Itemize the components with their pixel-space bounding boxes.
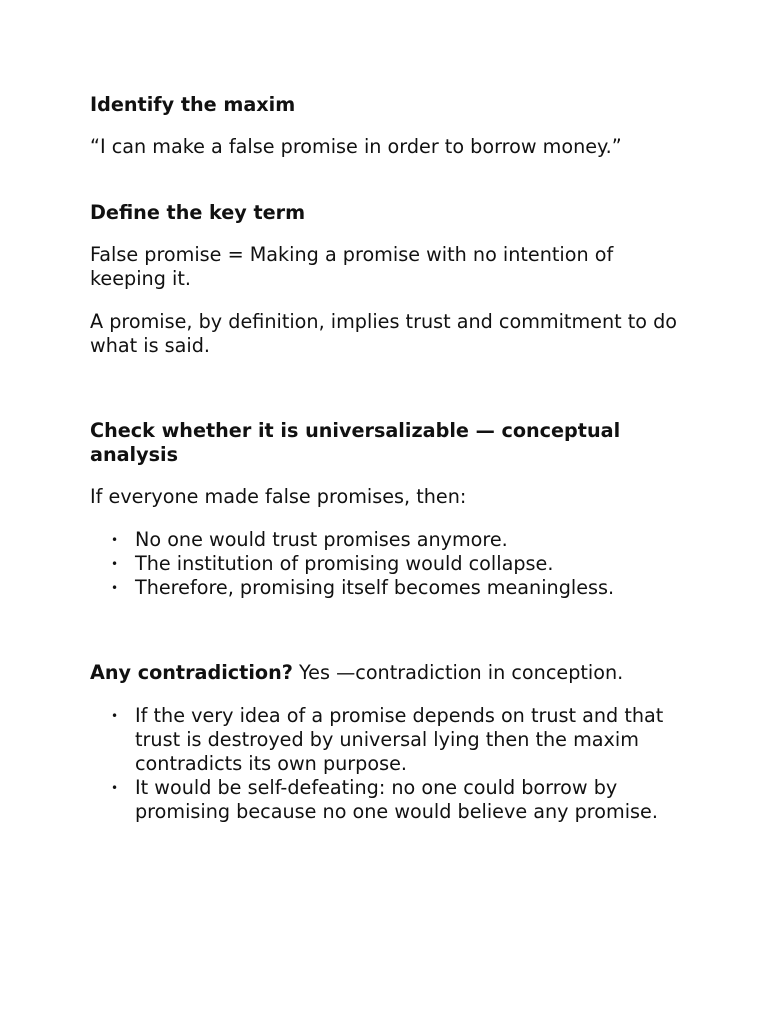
consequence-list — [90, 528, 690, 600]
list-item: • It would be self-defeating: no one could borrow by promising because no one would believe any promise. — [135, 776, 690, 824]
section-heading-define-term: Define the key term — [90, 201, 306, 224]
list-item: • If the very idea of a promise depends on trust and that trust is destroyed by universal lying then the maxim contradicts its own purpose. — [135, 704, 690, 776]
section-heading-universalizable: Check whether it is universalizable — conceptual analysis — [90, 419, 621, 466]
universalize-intro: If everyone made false promises, then: — [90, 485, 467, 508]
document-body — [90, 93, 690, 824]
list-item: • Therefore, promising itself becomes meaningless. — [135, 576, 690, 600]
section-heading-identify-maxim: Identify the maxim — [90, 93, 296, 116]
explanation-paragraph: A promise, by definition, implies trust and commitment to do what is said. — [90, 310, 678, 357]
list-item: • The institution of promising would collapse. — [135, 552, 690, 576]
maxim-quote: “I can make a false promise in order to borrow money.” — [90, 135, 622, 158]
contradiction-question: Any contradiction? — [90, 661, 293, 684]
contradiction-line — [90, 661, 690, 685]
contradiction-list — [90, 704, 690, 824]
list-item: • No one would trust promises anymore. — [135, 528, 690, 552]
definition-paragraph: False promise = Making a promise with no intention of keeping it. — [90, 243, 614, 290]
contradiction-answer: Yes —contradiction in conception. — [292, 661, 624, 684]
